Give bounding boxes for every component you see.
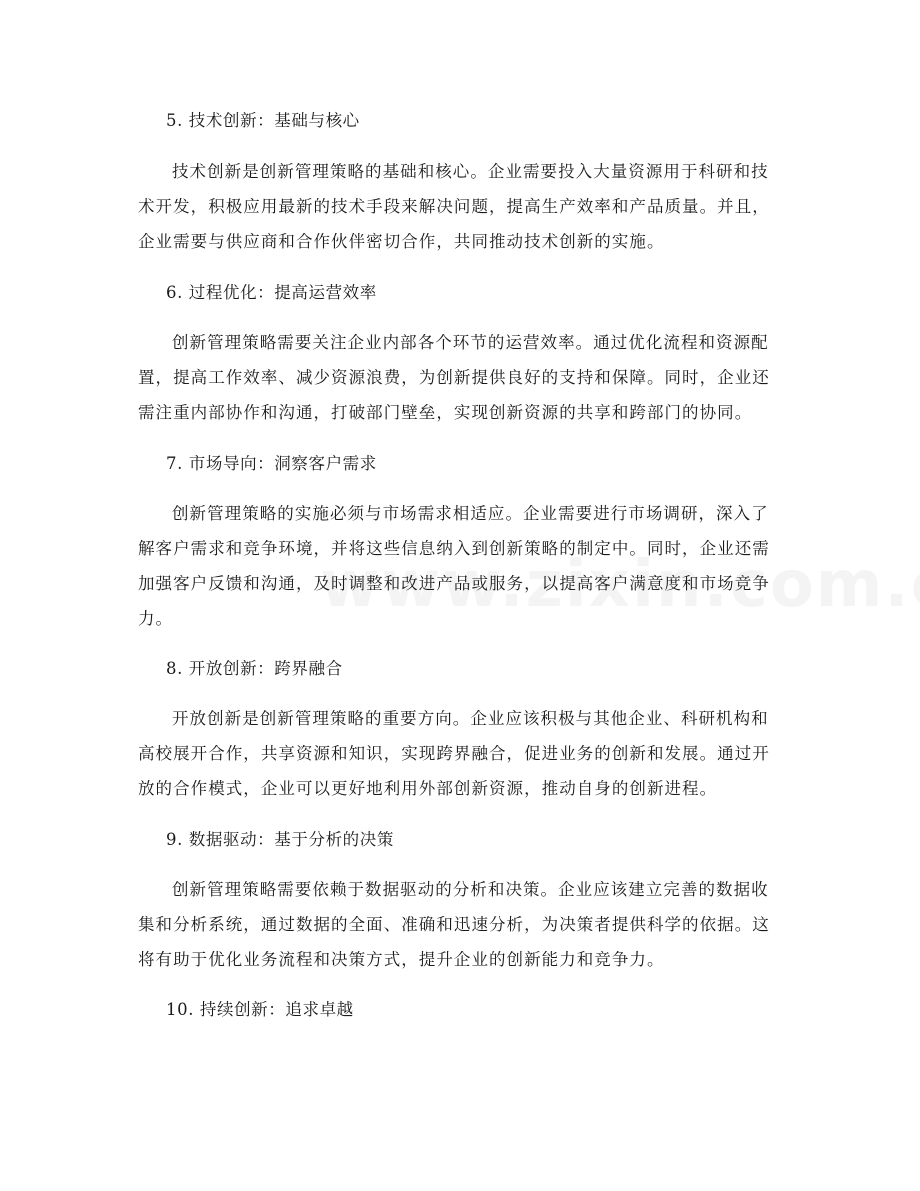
section-7-paragraph-line: 力。	[138, 609, 174, 628]
section-9-paragraph-line: 创新管理策略需要依赖于数据驱动的分析和决策。企业应该建立完善的数据收	[172, 880, 769, 899]
section-5-paragraph-line: 技术创新是创新管理策略的基础和核心。企业需要投入大量资源用于科研和技	[172, 162, 769, 181]
section-8-paragraph-line: 放的合作模式，企业可以更好地利用外部创新资源，推动自身的创新进程。	[138, 779, 718, 798]
section-10-heading: 10. 持续创新：追求卓越	[166, 1000, 354, 1019]
section-8-paragraph-line: 开放创新是创新管理策略的重要方向。企业应该积极与其他企业、科研机构和	[172, 709, 769, 728]
section-6-paragraph-line: 置，提高工作效率、减少资源浪费，为创新提供良好的支持和保障。同时，企业还	[138, 368, 770, 387]
section-9-paragraph-line: 集和分析系统，通过数据的全面、准确和迅速分析，为决策者提供科学的依据。这	[138, 915, 770, 934]
section-7-heading: 7. 市场导向：洞察客户需求	[166, 454, 377, 473]
section-8-heading: 8. 开放创新：跨界融合	[166, 659, 343, 678]
section-5-paragraph-line: 术开发，积极应用最新的技术手段来解决问题，提高生产效率和产品质量。并且，	[138, 197, 770, 216]
section-6-heading: 6. 过程优化：提高运营效率	[166, 283, 377, 302]
section-7-paragraph-line: 解客户需求和竞争环境，并将这些信息纳入到创新策略的制定中。同时，企业还需	[138, 539, 770, 558]
section-7-paragraph-line: 创新管理策略的实施必须与市场需求相适应。企业需要进行市场调研，深入了	[172, 504, 769, 523]
section-5-heading: 5. 技术创新：基础与核心	[166, 111, 360, 130]
section-7-paragraph-line: 加强客户反馈和沟通，及时调整和改进产品或服务，以提高客户满意度和市场竞争	[138, 574, 770, 593]
section-9-paragraph-line: 将有助于优化业务流程和决策方式，提升企业的创新能力和竞争力。	[138, 950, 665, 969]
section-6-paragraph-line: 需注重内部协作和沟通，打破部门壁垒，实现创新资源的共享和跨部门的协同。	[138, 403, 753, 422]
section-8-paragraph-line: 高校展开合作，共享资源和知识，实现跨界融合，促进业务的创新和发展。通过开	[138, 744, 770, 763]
section-6-paragraph-line: 创新管理策略需要关注企业内部各个环节的运营效率。通过优化流程和资源配	[172, 333, 769, 352]
section-9-heading: 9. 数据驱动：基于分析的决策	[166, 830, 394, 849]
section-5-paragraph-line: 企业需要与供应商和合作伙伴密切合作，共同推动技术创新的实施。	[138, 232, 665, 251]
